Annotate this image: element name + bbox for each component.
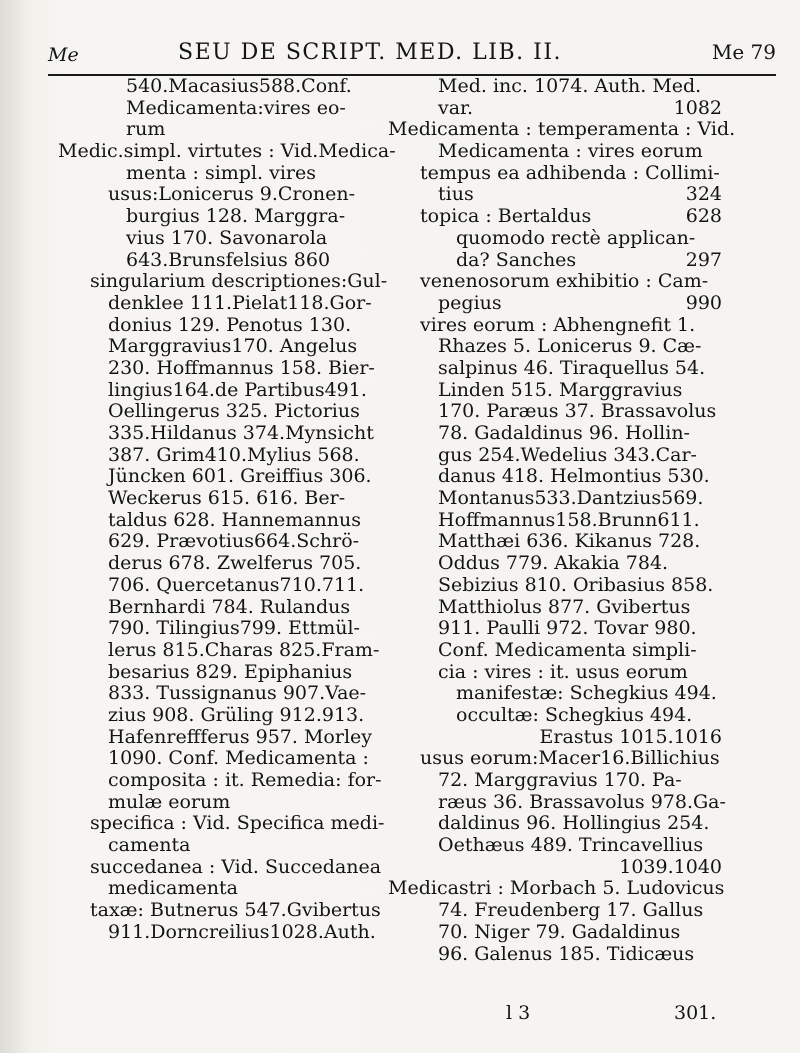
index-line: composita : it. Remedia: for- [108,769,382,791]
index-line: Montanus533.Dantzius569. [438,487,704,510]
index-line: Oellingerus 325. Pictorius [108,400,360,423]
index-page-ref: 1082 [673,96,722,119]
index-line: 70. Niger 79. Gadaldinus [438,920,681,943]
index-term: var. [438,96,474,119]
index-term: pegius [438,291,502,314]
index-line [388,98,722,120]
index-line: 911. Paulli 972. Tovar 980. [438,617,697,640]
index-line: 911.Dorncreilius1028.Auth. [108,920,376,943]
index-line: Med. inc. 1074. Auth. Med. [438,75,702,97]
index-term: da? Sanches [456,248,577,271]
index-term: tius [438,183,474,206]
index-line: 629. Prævotius664.Schrö- [108,530,360,553]
index-line: menta : simpl. vires [126,161,316,184]
index-line: Medicastri : Morbach 5. Ludovicus [388,877,725,900]
index-line [388,250,722,272]
index-line: Linden 515. Marggravius [438,378,683,401]
left-index-column [58,75,396,944]
index-line: camenta [108,834,191,857]
index-line: vires eorum : Abhengnefit 1. [420,313,696,336]
index-line: gus 254.Wedelius 343.Car- [438,443,697,466]
index-line: 1039.1040 [619,855,722,878]
index-line: Hoffmannus158.Brunn611. [438,508,700,531]
header-left-guide-word: Me [48,44,79,66]
index-line: 335.Hildanus 374.Mynsicht [108,422,374,444]
index-line: Hafenreffferus 957. Morley [108,725,372,748]
index-line: donius 129. Penotus 130. [108,313,352,336]
index-line: denklee 111.Pielat118.Gor- [108,291,372,314]
index-line: 1090. Conf. Medicamenta : [108,747,369,770]
index-line: 540.Macasius588.Conf. [126,75,352,97]
index-line: succedanea : Vid. Succedanea [90,855,382,878]
index-line [388,293,722,315]
index-line: Marggravius170. Angelus [108,335,358,358]
index-line: Conf. Medicamenta simpli- [438,638,697,661]
index-line: Sebizius 810. Oribasius 858. [438,573,714,596]
index-line: Matthiolus 877. Gvibertus [438,595,691,618]
running-header [48,34,776,76]
index-line: singularium descriptiones:Gul- [90,270,388,293]
index-line: tempus ea adhibenda : Collimi- [420,161,720,184]
index-line: 72. Marggravius 170. Pa- [438,769,682,791]
index-line: Jüncken 601. Greiffius 306. [108,465,372,488]
index-line: Matthæi 636. Kikanus 728. [438,530,701,553]
index-line: Erastus 1015.1016 [539,725,722,748]
index-line: Bernhardi 784. Rulandus [108,595,351,618]
index-line: mulæ eorum [108,790,231,813]
index-line: specifica : Vid. Specifica medi- [90,812,385,835]
header-title: SEU DE SCRIPT. MED. LIB. II. [178,40,562,65]
index-line: vius 170. Savonarola [126,226,328,249]
index-line: 170. Paræus 37. Brassavolus [438,400,717,423]
index-line: rum [126,118,166,141]
index-line: Medicamenta:vires eo- [126,96,346,119]
page-footer [0,1002,800,1032]
index-line: Oethæus 489. Trincavellius [438,834,704,857]
index-line: occultæ: Schegkius 494. [456,703,693,726]
index-line: 387. Grim410.Mylius 568. [108,443,360,466]
index-line: 643.Brunsfelsius 860 [126,248,331,271]
index-line: 790. Tilingius799. Ettmül- [108,617,360,640]
index-line: Medicamenta : temperamenta : Vid. [388,118,736,141]
index-line: besarius 829. Epiphanius [108,660,353,683]
index-line: Medic.simpl. virtutes : Vid.Medica- [58,140,396,163]
index-line: manifestæ: Schegkius 494. [456,682,717,705]
signature-mark: l 3 [506,1002,531,1024]
index-line: 230. Hoffmannus 158. Bier- [108,356,375,379]
catchword: 301. [674,1002,717,1024]
index-line: taldus 628. Hannemannus [108,508,361,531]
index-line: danus 418. Helmontius 530. [438,465,710,488]
index-line: lerus 815.Charas 825.Fram- [108,638,380,661]
index-line: 96. Galenus 185. Tidicæus [438,942,695,965]
index-line: 74. Freudenberg 17. Gallus [438,899,704,922]
right-index-column [388,75,736,965]
index-page-ref: 324 [685,183,722,206]
index-line: Weckerus 615. 616. Ber- [108,487,346,510]
index-line: medicamenta [108,877,238,900]
index-line: zius 908. Grüling 912.913. [108,703,365,726]
index-line: Medicamenta : vires eorum [438,140,703,163]
index-page-ref: 990 [685,291,722,314]
index-page-ref: 628 [685,205,722,228]
index-line: burgius 128. Marggra- [126,205,346,228]
header-page-number: Me 79 [711,40,776,64]
index-line: taxæ: Butnerus 547.Gvibertus [90,899,381,922]
index-line: 706. Quercetanus710.711. [108,573,365,596]
index-line [388,206,722,228]
index-line: Rhazes 5. Lonicerus 9. Cæ- [438,335,702,358]
index-line: 78. Gadaldinus 96. Hollin- [438,422,690,444]
index-line: usus eorum:Macer16.Billichius [420,747,720,770]
index-page-ref: 297 [685,248,722,271]
index-line: ræus 36. Brassavolus 978.Ga- [438,790,726,813]
index-line: quomodo rectè applican- [456,226,696,249]
index-line: lingius164.de Partibus491. [108,378,367,401]
index-line: cia : vires : it. usus eorum [438,660,688,683]
index-line [388,184,722,206]
index-line: derus 678. Zwelferus 705. [108,552,362,575]
index-line: daldinus 96. Hollingius 254. [438,812,710,835]
index-line: 833. Tussignanus 907.Vae- [108,682,367,705]
index-line: salpinus 46. Tiraquellus 54. [438,356,706,379]
index-line: usus:Lonicerus 9.Cronen- [108,183,356,206]
index-line: Oddus 779. Akakia 784. [438,552,669,575]
index-line: venenosorum exhibitio : Cam- [420,270,709,293]
index-term: topica : Bertaldus [420,205,592,228]
